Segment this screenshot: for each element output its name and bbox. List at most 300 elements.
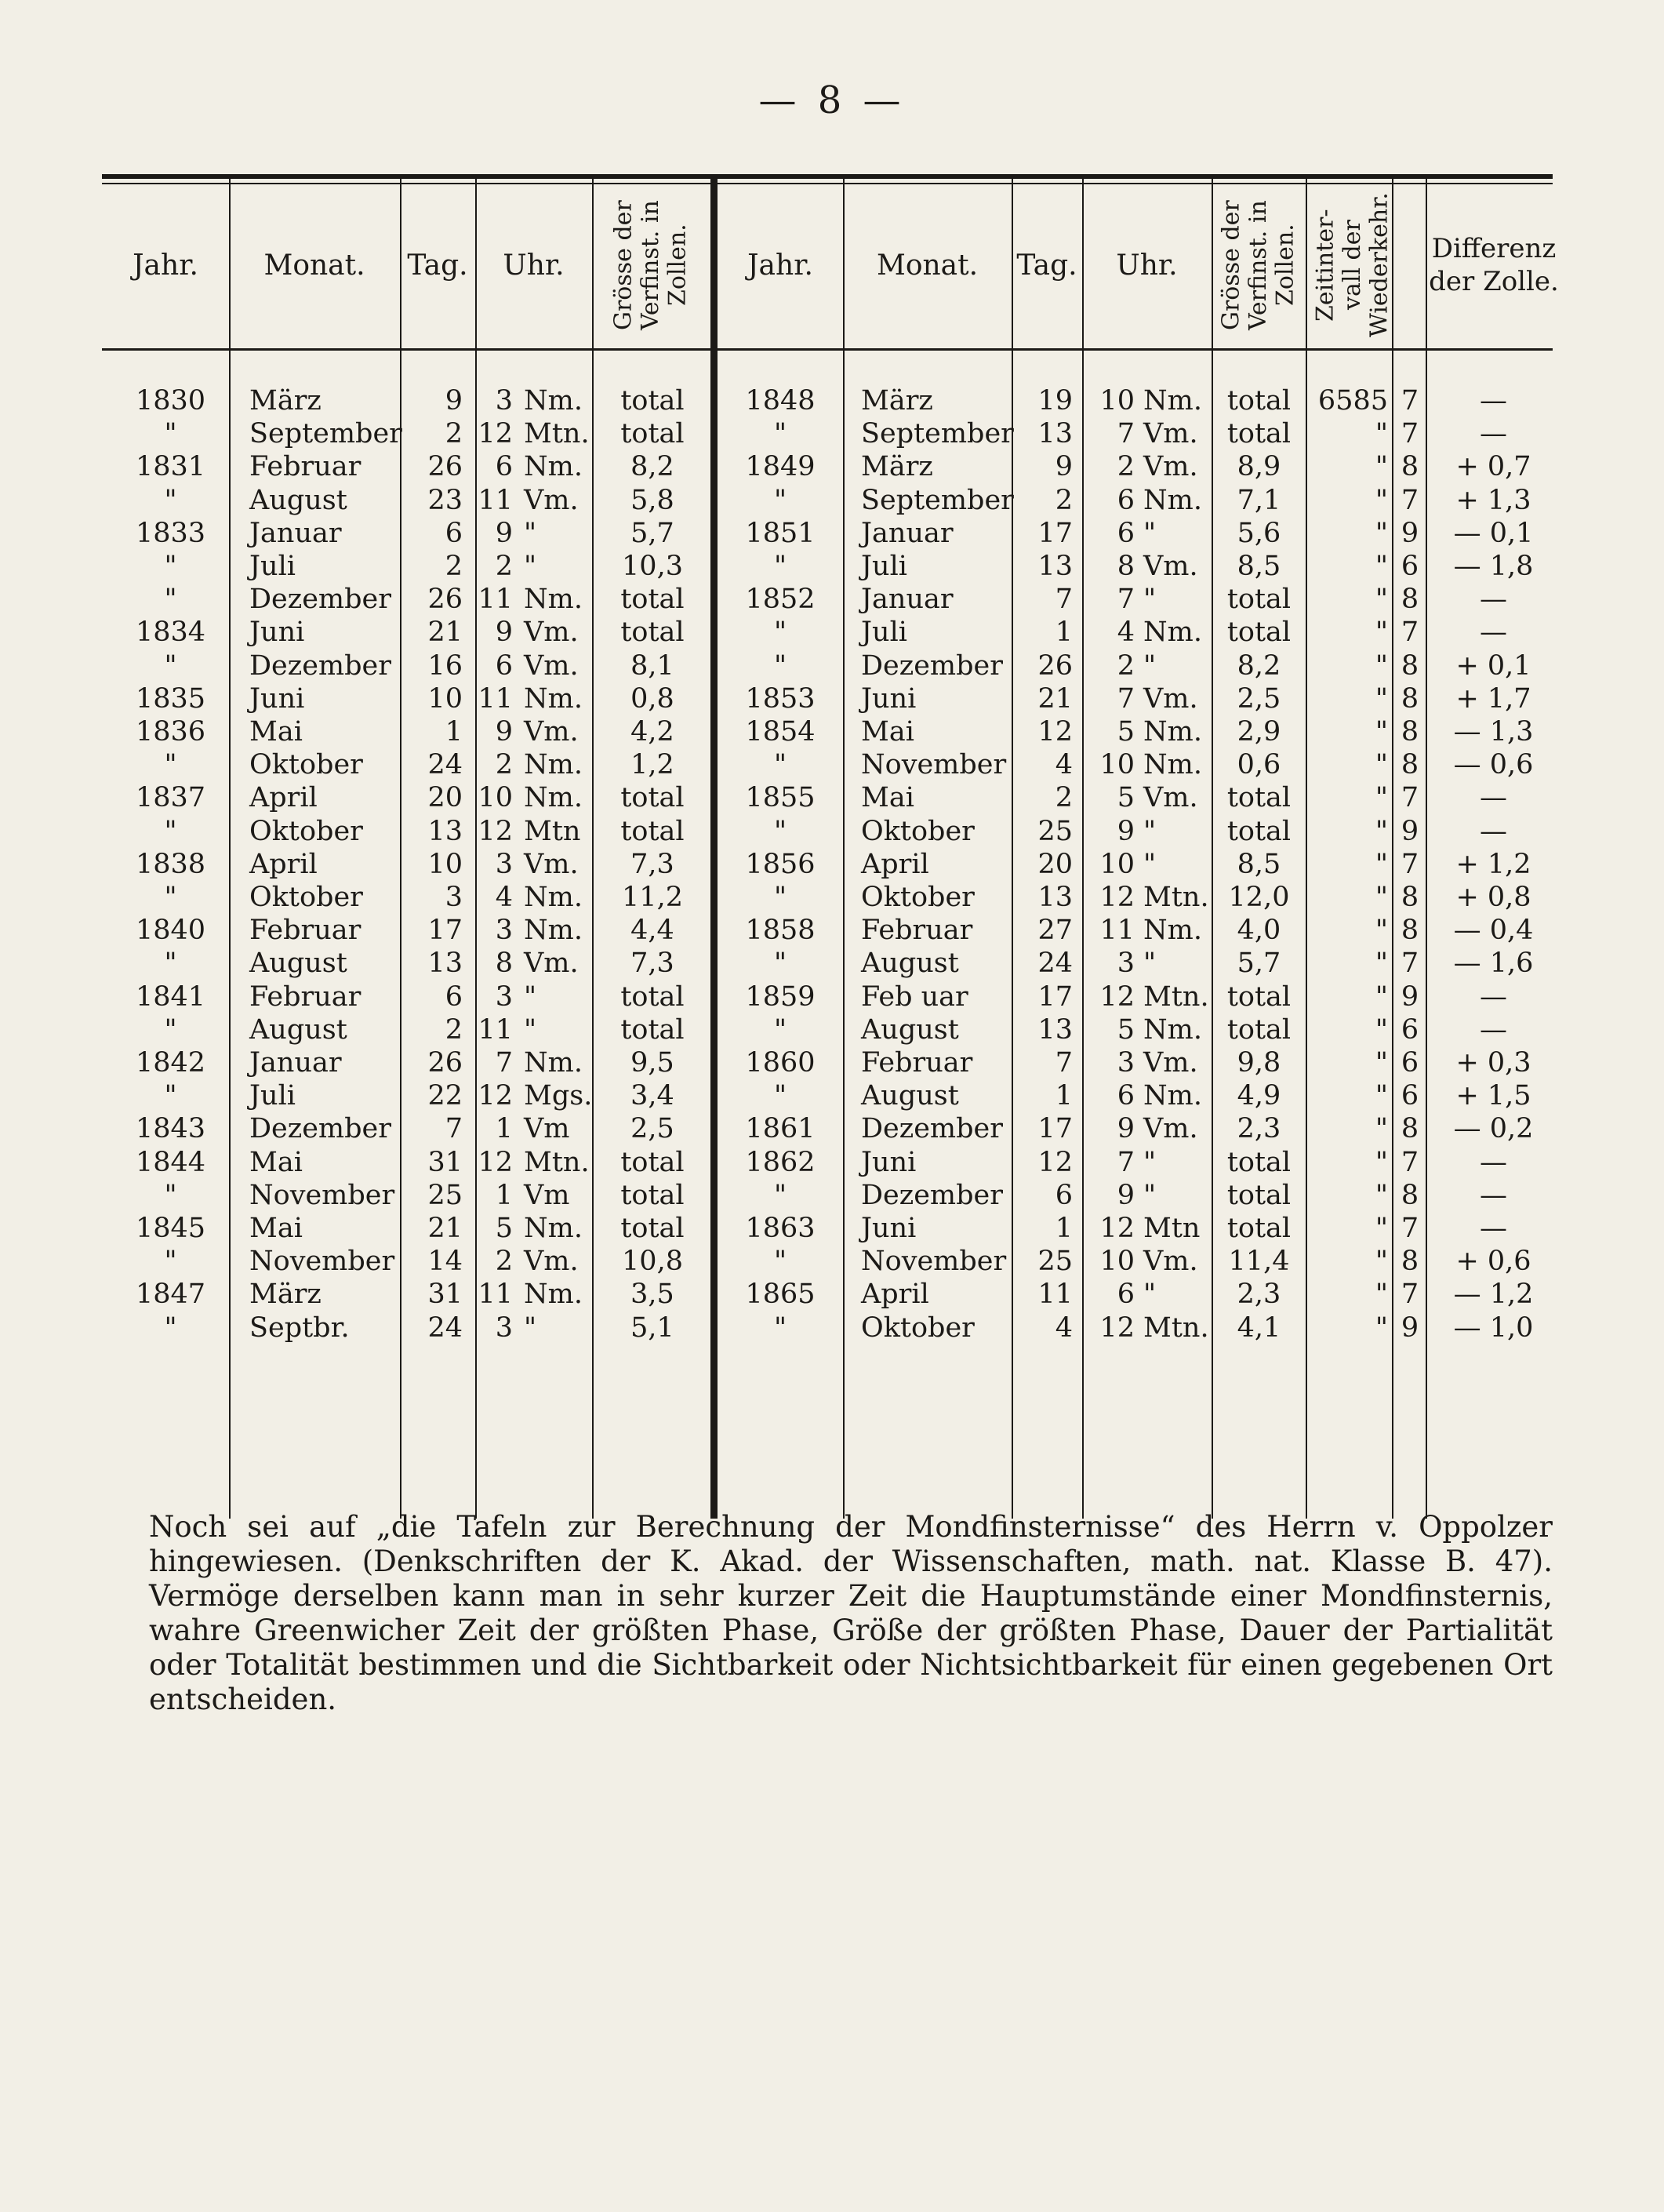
right-cell-tag: 13 bbox=[1037, 418, 1073, 450]
left-cell-uhr-h: 12 bbox=[478, 1080, 513, 1112]
right-cell-uhr-h: 7 bbox=[1117, 584, 1135, 616]
right-cell-jahr: 1861 bbox=[745, 1113, 816, 1145]
right-cell-uhr-h: 2 bbox=[1117, 649, 1135, 682]
right-cell-uhr-p: Vm. bbox=[1143, 551, 1198, 582]
right-cell-jahr: 1863 bbox=[745, 1213, 816, 1244]
left-cell-jahr: " bbox=[164, 484, 177, 516]
left-cell-monat: Juni bbox=[249, 617, 305, 649]
right-cell-diff: — 0,1 bbox=[1453, 517, 1534, 549]
left-cell-groesse: total bbox=[620, 1146, 685, 1178]
left-cell-groesse: total bbox=[620, 782, 685, 814]
right-cell-monat: September bbox=[861, 484, 1014, 516]
left-cell-tag: 14 bbox=[427, 1246, 463, 1278]
right-cell-tag: 25 bbox=[1037, 1246, 1073, 1278]
right-cell-uhr-p: " bbox=[1143, 517, 1157, 549]
right-cell-zeit-pre: " bbox=[1375, 617, 1388, 649]
left-cell-groesse: total bbox=[620, 1179, 685, 1211]
header-zeitintervall: Zeitinter- vall der Wiederkehr. bbox=[1311, 192, 1393, 338]
right-cell-diff: — 1,0 bbox=[1453, 1312, 1534, 1344]
table-row bbox=[0, 1278, 1664, 1311]
table-row bbox=[0, 1112, 1664, 1145]
right-cell-zeit: 8 bbox=[1401, 749, 1419, 781]
left-cell-uhr-h: 11 bbox=[478, 1279, 513, 1311]
right-cell-zeit: 8 bbox=[1401, 1179, 1419, 1211]
left-cell-monat: November bbox=[249, 1246, 395, 1278]
header-monat: Monat. bbox=[263, 249, 365, 282]
left-cell-uhr-h: 11 bbox=[478, 682, 513, 715]
left-cell-tag: 25 bbox=[427, 1179, 463, 1211]
right-cell-uhr-p: Nm. bbox=[1143, 1080, 1202, 1112]
right-cell-tag: 17 bbox=[1037, 980, 1073, 1013]
right-cell-uhr-p: Vm. bbox=[1143, 1113, 1198, 1145]
table-row bbox=[0, 384, 1664, 417]
table-row bbox=[0, 748, 1664, 781]
right-cell-zeit: 6 bbox=[1401, 551, 1419, 582]
left-cell-uhr-p: Mtn. bbox=[524, 418, 590, 450]
left-cell-groesse: 3,5 bbox=[630, 1279, 674, 1311]
right-cell-zeit: 8 bbox=[1401, 915, 1419, 947]
left-cell-jahr: " bbox=[164, 551, 177, 582]
table-row bbox=[0, 1312, 1664, 1344]
table-row bbox=[0, 649, 1664, 682]
left-cell-groesse: 9,5 bbox=[630, 1047, 674, 1079]
right-cell-diff: — 0,6 bbox=[1453, 749, 1534, 781]
right-cell-monat: Mai bbox=[861, 782, 914, 814]
left-cell-monat: Februar bbox=[249, 915, 362, 947]
left-cell-tag: 2 bbox=[445, 418, 463, 450]
right-cell-diff: — 0,2 bbox=[1453, 1113, 1534, 1145]
right-cell-uhr-h: 3 bbox=[1117, 1047, 1135, 1079]
left-cell-uhr-h: 4 bbox=[495, 882, 513, 913]
left-cell-monat: Juli bbox=[249, 1080, 296, 1112]
left-cell-monat: Januar bbox=[249, 517, 342, 549]
left-cell-uhr-p: Nm. bbox=[524, 915, 583, 947]
table-row bbox=[0, 715, 1664, 748]
right-cell-zeit-pre: " bbox=[1375, 815, 1388, 847]
right-cell-groesse: 2,5 bbox=[1237, 682, 1281, 715]
right-cell-zeit-pre: " bbox=[1375, 782, 1388, 814]
left-cell-monat: Mai bbox=[249, 1213, 303, 1244]
right-cell-diff: — 1,6 bbox=[1453, 948, 1534, 980]
left-cell-jahr: " bbox=[164, 948, 177, 980]
right-cell-monat: Juni bbox=[861, 682, 917, 715]
right-cell-zeit: 6 bbox=[1401, 1047, 1419, 1079]
header-uhr-right: Uhr. bbox=[1116, 249, 1178, 282]
right-cell-zeit: 8 bbox=[1401, 1246, 1419, 1278]
left-cell-uhr-h: 12 bbox=[478, 1146, 513, 1178]
right-cell-uhr-h: 12 bbox=[1099, 882, 1135, 913]
right-cell-zeit: 9 bbox=[1401, 980, 1419, 1013]
left-cell-groesse: 1,2 bbox=[630, 749, 674, 781]
right-cell-uhr-h: 10 bbox=[1099, 848, 1135, 880]
right-cell-diff: — 0,4 bbox=[1453, 915, 1534, 947]
right-cell-tag: 4 bbox=[1055, 749, 1073, 781]
right-cell-uhr-h: 9 bbox=[1117, 1179, 1135, 1211]
right-cell-groesse: 8,5 bbox=[1237, 551, 1281, 582]
right-cell-tag: 1 bbox=[1055, 1080, 1073, 1112]
left-cell-tag: 13 bbox=[427, 815, 463, 847]
left-cell-jahr: 1833 bbox=[135, 517, 206, 549]
left-cell-monat: Dezember bbox=[249, 584, 391, 616]
left-cell-jahr: " bbox=[164, 882, 177, 913]
table-row bbox=[0, 914, 1664, 947]
left-cell-jahr: " bbox=[164, 749, 177, 781]
right-cell-uhr-p: " bbox=[1143, 1146, 1157, 1178]
header-jahr-right: Jahr. bbox=[747, 249, 813, 282]
right-cell-uhr-p: Nm. bbox=[1143, 617, 1202, 649]
left-cell-uhr-p: Mgs. bbox=[524, 1080, 593, 1112]
left-cell-monat: Dezember bbox=[249, 1113, 391, 1145]
right-cell-zeit-pre: " bbox=[1375, 749, 1388, 781]
right-cell-tag: 19 bbox=[1037, 385, 1073, 417]
right-cell-groesse: total bbox=[1226, 1146, 1292, 1178]
right-cell-zeit-pre: " bbox=[1375, 682, 1388, 715]
right-cell-zeit: 7 bbox=[1401, 418, 1419, 450]
right-cell-zeit: 8 bbox=[1401, 649, 1419, 682]
right-cell-zeit-pre: " bbox=[1375, 451, 1388, 483]
right-cell-uhr-p: Vm. bbox=[1143, 451, 1198, 483]
right-cell-jahr: " bbox=[773, 1080, 787, 1112]
left-cell-tag: 2 bbox=[445, 551, 463, 582]
right-cell-uhr-p: Nm. bbox=[1143, 1013, 1202, 1046]
header-monat-right: Monat. bbox=[876, 249, 979, 282]
right-cell-jahr: " bbox=[773, 1246, 787, 1278]
right-cell-groesse: total bbox=[1226, 980, 1292, 1013]
table-row bbox=[0, 980, 1664, 1013]
right-cell-monat: November bbox=[861, 1246, 1007, 1278]
right-cell-jahr: " bbox=[773, 948, 787, 980]
right-cell-zeit: 7 bbox=[1401, 1146, 1419, 1178]
right-cell-jahr: 1848 bbox=[745, 385, 816, 417]
right-cell-uhr-h: 5 bbox=[1117, 716, 1135, 748]
left-cell-uhr-h: 5 bbox=[495, 1213, 513, 1244]
right-cell-monat: Dezember bbox=[861, 1179, 1003, 1211]
right-cell-jahr: 1849 bbox=[745, 451, 816, 483]
right-cell-jahr: " bbox=[773, 418, 787, 450]
right-cell-zeit: 7 bbox=[1401, 617, 1419, 649]
right-cell-diff: — 1,2 bbox=[1453, 1279, 1534, 1311]
left-cell-jahr: " bbox=[164, 418, 177, 450]
right-cell-zeit-pre: " bbox=[1375, 517, 1388, 549]
right-cell-monat: Juli bbox=[861, 551, 907, 582]
right-cell-uhr-p: Vm. bbox=[1143, 782, 1198, 814]
table-row bbox=[0, 517, 1664, 550]
right-cell-uhr-p: Vm. bbox=[1143, 682, 1198, 715]
right-cell-zeit: 7 bbox=[1401, 948, 1419, 980]
right-cell-groesse: 9,8 bbox=[1237, 1047, 1281, 1079]
right-cell-zeit: 8 bbox=[1401, 1113, 1419, 1145]
right-cell-groesse: 12,0 bbox=[1228, 882, 1290, 913]
right-cell-uhr-h: 11 bbox=[1099, 915, 1135, 947]
right-cell-groesse: total bbox=[1226, 617, 1292, 649]
right-cell-tag: 26 bbox=[1037, 649, 1073, 682]
left-cell-groesse: 5,7 bbox=[630, 517, 674, 549]
left-cell-groesse: total bbox=[620, 584, 685, 616]
right-cell-monat: März bbox=[861, 451, 933, 483]
left-cell-monat: April bbox=[249, 782, 318, 814]
left-cell-groesse: 7,3 bbox=[630, 848, 674, 880]
right-cell-uhr-p: " bbox=[1143, 815, 1157, 847]
left-cell-groesse: total bbox=[620, 1213, 685, 1244]
table-row bbox=[0, 1013, 1664, 1046]
right-cell-groesse: total bbox=[1226, 815, 1292, 847]
right-cell-zeit-pre: " bbox=[1375, 1179, 1388, 1211]
left-cell-tag: 3 bbox=[445, 882, 463, 913]
left-cell-groesse: total bbox=[620, 617, 685, 649]
left-cell-uhr-h: 3 bbox=[495, 1312, 513, 1344]
left-cell-uhr-h: 9 bbox=[495, 517, 513, 549]
left-cell-uhr-p: Vm. bbox=[524, 948, 579, 980]
right-cell-uhr-h: 10 bbox=[1099, 1246, 1135, 1278]
left-cell-uhr-h: 2 bbox=[495, 749, 513, 781]
left-cell-tag: 16 bbox=[427, 649, 463, 682]
left-cell-jahr: 1835 bbox=[135, 682, 206, 715]
left-cell-uhr-p: Vm. bbox=[524, 716, 579, 748]
left-cell-jahr: " bbox=[164, 584, 177, 616]
right-cell-groesse: total bbox=[1226, 584, 1292, 616]
right-cell-diff: + 0,1 bbox=[1455, 649, 1531, 682]
right-cell-zeit-pre: " bbox=[1375, 980, 1388, 1013]
right-cell-diff: — 1,3 bbox=[1453, 716, 1534, 748]
right-cell-zeit-pre: " bbox=[1375, 484, 1388, 516]
table-row bbox=[0, 881, 1664, 914]
left-cell-uhr-h: 1 bbox=[495, 1179, 513, 1211]
left-cell-uhr-p: " bbox=[524, 1013, 537, 1046]
left-cell-monat: Mai bbox=[249, 716, 303, 748]
table-row bbox=[0, 550, 1664, 583]
right-cell-monat: Januar bbox=[861, 517, 954, 549]
right-cell-diff: + 1,2 bbox=[1455, 848, 1531, 880]
right-cell-tag: 7 bbox=[1055, 1047, 1073, 1079]
right-cell-zeit: 7 bbox=[1401, 848, 1419, 880]
right-cell-uhr-h: 5 bbox=[1117, 782, 1135, 814]
right-cell-jahr: 1865 bbox=[745, 1279, 816, 1311]
right-cell-monat: August bbox=[861, 1080, 959, 1112]
right-cell-uhr-h: 8 bbox=[1117, 551, 1135, 582]
right-cell-jahr: 1852 bbox=[745, 584, 816, 616]
left-cell-groesse: 5,1 bbox=[630, 1312, 674, 1344]
right-cell-groesse: 8,2 bbox=[1237, 649, 1281, 682]
right-cell-uhr-p: " bbox=[1143, 1279, 1157, 1311]
right-cell-uhr-h: 12 bbox=[1099, 1213, 1135, 1244]
left-cell-groesse: 11,2 bbox=[622, 882, 683, 913]
left-cell-uhr-h: 11 bbox=[478, 1013, 513, 1046]
right-cell-uhr-h: 9 bbox=[1117, 815, 1135, 847]
left-cell-tag: 26 bbox=[427, 1047, 463, 1079]
left-cell-groesse: 4,2 bbox=[630, 716, 674, 748]
left-cell-monat: August bbox=[249, 1013, 347, 1046]
table-row bbox=[0, 1046, 1664, 1079]
left-cell-monat: März bbox=[249, 385, 322, 417]
right-cell-diff: + 1,7 bbox=[1455, 682, 1531, 715]
right-cell-monat: Oktober bbox=[861, 1312, 975, 1344]
left-cell-monat: Mai bbox=[249, 1146, 303, 1178]
right-cell-tag: 7 bbox=[1055, 584, 1073, 616]
right-cell-zeit: 9 bbox=[1401, 517, 1419, 549]
right-cell-monat: Dezember bbox=[861, 1113, 1003, 1145]
right-cell-groesse: 4,0 bbox=[1237, 915, 1281, 947]
left-cell-uhr-h: 3 bbox=[495, 915, 513, 947]
right-cell-tag: 12 bbox=[1037, 716, 1073, 748]
right-cell-uhr-p: " bbox=[1143, 649, 1157, 682]
right-cell-tag: 27 bbox=[1037, 915, 1073, 947]
left-cell-tag: 24 bbox=[427, 1312, 463, 1344]
right-cell-uhr-h: 9 bbox=[1117, 1113, 1135, 1145]
right-cell-zeit: 8 bbox=[1401, 882, 1419, 913]
left-cell-groesse: 0,8 bbox=[630, 682, 674, 715]
left-cell-tag: 24 bbox=[427, 749, 463, 781]
right-cell-tag: 21 bbox=[1037, 682, 1073, 715]
right-cell-zeit-pre: " bbox=[1375, 1246, 1388, 1278]
left-cell-uhr-h: 3 bbox=[495, 385, 513, 417]
left-cell-jahr: 1831 bbox=[135, 451, 206, 483]
right-cell-uhr-h: 10 bbox=[1099, 385, 1135, 417]
left-cell-uhr-p: Vm. bbox=[524, 649, 579, 682]
right-cell-jahr: " bbox=[773, 749, 787, 781]
left-cell-tag: 22 bbox=[427, 1080, 463, 1112]
left-cell-uhr-p: Nm. bbox=[524, 1047, 583, 1079]
left-cell-tag: 31 bbox=[427, 1146, 463, 1178]
right-cell-zeit-pre: " bbox=[1375, 882, 1388, 913]
right-cell-uhr-p: Nm. bbox=[1143, 716, 1202, 748]
left-cell-uhr-p: " bbox=[524, 551, 537, 582]
right-cell-groesse: total bbox=[1226, 1013, 1292, 1046]
right-cell-jahr: " bbox=[773, 617, 787, 649]
right-cell-uhr-p: Vm. bbox=[1143, 1047, 1198, 1079]
table-header-rule bbox=[102, 348, 1553, 351]
left-cell-monat: August bbox=[249, 948, 347, 980]
left-cell-uhr-p: Vm. bbox=[524, 484, 579, 516]
left-cell-jahr: 1838 bbox=[135, 848, 206, 880]
right-cell-zeit-pre: " bbox=[1375, 716, 1388, 748]
left-cell-tag: 2 bbox=[445, 1013, 463, 1046]
right-cell-monat: März bbox=[861, 385, 933, 417]
right-cell-tag: 13 bbox=[1037, 1013, 1073, 1046]
table-row bbox=[0, 1212, 1664, 1245]
left-cell-uhr-h: 10 bbox=[478, 782, 513, 814]
left-cell-groesse: total bbox=[620, 385, 685, 417]
right-cell-groesse: 2,3 bbox=[1237, 1279, 1281, 1311]
table-top-rule-thick bbox=[102, 174, 1553, 179]
right-cell-diff: — bbox=[1480, 1146, 1507, 1178]
right-cell-groesse: 5,7 bbox=[1237, 948, 1281, 980]
left-cell-monat: November bbox=[249, 1179, 395, 1211]
left-cell-monat: Juni bbox=[249, 682, 305, 715]
left-cell-tag: 26 bbox=[427, 451, 463, 483]
left-cell-tag: 7 bbox=[445, 1113, 463, 1145]
right-cell-uhr-p: " bbox=[1143, 948, 1157, 980]
left-cell-uhr-p: Nm. bbox=[524, 749, 583, 781]
left-cell-groesse: 10,8 bbox=[622, 1246, 683, 1278]
right-cell-monat: Februar bbox=[861, 915, 973, 947]
table-top-rule-thin bbox=[102, 183, 1553, 184]
right-cell-jahr: " bbox=[773, 649, 787, 682]
table-row bbox=[0, 1079, 1664, 1112]
right-cell-uhr-h: 12 bbox=[1099, 980, 1135, 1013]
right-cell-zeit-pre: 6585 bbox=[1317, 385, 1388, 417]
right-cell-zeit: 9 bbox=[1401, 815, 1419, 847]
right-cell-jahr: " bbox=[773, 1179, 787, 1211]
left-cell-uhr-h: 2 bbox=[495, 1246, 513, 1278]
right-cell-jahr: " bbox=[773, 484, 787, 516]
header-differenz: Differenz der Zolle. bbox=[1429, 232, 1559, 297]
note-paragraph: Noch sei auf „die Tafeln zur Berechnung der Mondfinsternisse“ des Herrn v. Oppolzer hingewiesen. (Denkschriften der K. Akad. der Wissenschaften, math. nat. Klasse B. 47). Vermöge derselben kann man in sehr kurzer Zeit die Hauptumstände einer Mondfinsternis, wahre Greenwicher Zeit der größten Phase, Größe der größten Phase, Dauer der Partialität oder Totalität bestimmen und die Sichtbarkeit oder Nichtsichtbarkeit für einen gegebenen Ort entscheiden. bbox=[149, 1510, 1553, 1716]
left-cell-uhr-h: 7 bbox=[495, 1047, 513, 1079]
left-cell-groesse: total bbox=[620, 815, 685, 847]
right-cell-diff: — bbox=[1480, 815, 1507, 847]
left-cell-tag: 26 bbox=[427, 584, 463, 616]
right-cell-monat: Oktober bbox=[861, 815, 975, 847]
right-cell-zeit-pre: " bbox=[1375, 1013, 1388, 1046]
right-cell-uhr-h: 6 bbox=[1117, 517, 1135, 549]
left-cell-groesse: 4,4 bbox=[630, 915, 674, 947]
right-cell-diff: — bbox=[1480, 782, 1507, 814]
header-tag-right: Tag. bbox=[1016, 249, 1077, 282]
left-cell-monat: August bbox=[249, 484, 347, 516]
left-cell-jahr: " bbox=[164, 1246, 177, 1278]
right-cell-monat: November bbox=[861, 749, 1007, 781]
right-cell-diff: — bbox=[1480, 584, 1507, 616]
right-cell-diff: — bbox=[1480, 1179, 1507, 1211]
left-cell-uhr-h: 9 bbox=[495, 716, 513, 748]
right-cell-zeit: 7 bbox=[1401, 1279, 1419, 1311]
left-cell-jahr: 1841 bbox=[135, 980, 206, 1013]
left-cell-jahr: 1830 bbox=[135, 385, 206, 417]
right-cell-tag: 4 bbox=[1055, 1312, 1073, 1344]
left-cell-tag: 9 bbox=[445, 385, 463, 417]
left-cell-tag: 6 bbox=[445, 517, 463, 549]
left-cell-groesse: total bbox=[620, 1013, 685, 1046]
right-cell-zeit-pre: " bbox=[1375, 649, 1388, 682]
right-cell-diff: — bbox=[1480, 1213, 1507, 1244]
right-cell-jahr: " bbox=[773, 882, 787, 913]
header-uhr: Uhr. bbox=[503, 249, 565, 282]
right-cell-jahr: 1860 bbox=[745, 1047, 816, 1079]
right-cell-jahr: 1855 bbox=[745, 782, 816, 814]
right-cell-jahr: 1851 bbox=[745, 517, 816, 549]
left-cell-jahr: 1834 bbox=[135, 617, 206, 649]
header-tag: Tag. bbox=[407, 249, 468, 282]
right-cell-uhr-p: Nm. bbox=[1143, 484, 1202, 516]
left-cell-tag: 6 bbox=[445, 980, 463, 1013]
right-cell-uhr-h: 7 bbox=[1117, 682, 1135, 715]
left-cell-uhr-p: Vm bbox=[524, 1113, 570, 1145]
left-cell-tag: 20 bbox=[427, 782, 463, 814]
right-cell-tag: 13 bbox=[1037, 882, 1073, 913]
left-cell-tag: 31 bbox=[427, 1279, 463, 1311]
table-row bbox=[0, 815, 1664, 848]
right-cell-jahr: 1859 bbox=[745, 980, 816, 1013]
table-row bbox=[0, 583, 1664, 616]
right-cell-tag: 2 bbox=[1055, 484, 1073, 516]
right-cell-diff: — bbox=[1480, 980, 1507, 1013]
left-cell-tag: 21 bbox=[427, 617, 463, 649]
left-cell-uhr-p: Nm. bbox=[524, 584, 583, 616]
table-row bbox=[0, 1146, 1664, 1179]
right-cell-zeit: 9 bbox=[1401, 1312, 1419, 1344]
right-cell-zeit: 8 bbox=[1401, 584, 1419, 616]
table-row bbox=[0, 947, 1664, 980]
left-cell-uhr-p: Nm. bbox=[524, 1213, 583, 1244]
right-cell-groesse: 5,6 bbox=[1237, 517, 1281, 549]
right-cell-groesse: 2,3 bbox=[1237, 1113, 1281, 1145]
right-cell-uhr-p: Vm. bbox=[1143, 418, 1198, 450]
right-cell-uhr-h: 2 bbox=[1117, 451, 1135, 483]
right-cell-tag: 12 bbox=[1037, 1146, 1073, 1178]
table-row bbox=[0, 1179, 1664, 1212]
left-cell-uhr-p: Nm. bbox=[524, 882, 583, 913]
left-cell-groesse: 8,2 bbox=[630, 451, 674, 483]
